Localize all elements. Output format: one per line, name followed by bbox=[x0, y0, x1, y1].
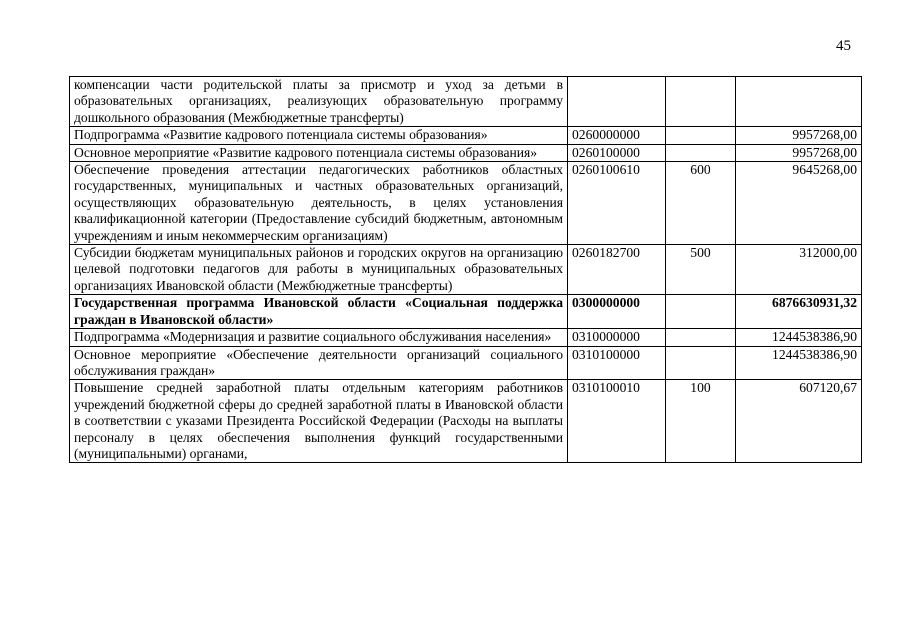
row-sum-cell bbox=[736, 77, 862, 127]
row-expense-type-cell bbox=[666, 144, 736, 161]
row-sum-cell: 1244538386,90 bbox=[736, 346, 862, 380]
row-name-cell: Обеспечение проведения аттестации педагогических работников областных государственных, муниципальных и частных образовательных организаций, осуществляющих образовательную деятельность, в целях установления квалификационной категории (Предоставление субсидий бюджетным, автономным учреждениям и иным некоммерческим организациям) bbox=[70, 162, 568, 245]
row-code-cell: 0310100010 bbox=[568, 380, 666, 463]
row-name-cell: Основное мероприятие «Обеспечение деятельности организаций социального обслуживания граждан» bbox=[70, 346, 568, 380]
row-expense-type-cell bbox=[666, 329, 736, 346]
table-row bbox=[70, 380, 862, 463]
page-number: 45 bbox=[836, 38, 851, 54]
row-expense-type-cell bbox=[666, 77, 736, 127]
table-row bbox=[70, 127, 862, 144]
row-expense-type-cell: 600 bbox=[666, 162, 736, 245]
table-row bbox=[70, 329, 862, 346]
row-code-cell: 0310000000 bbox=[568, 329, 666, 346]
row-code-cell: 0260100610 bbox=[568, 162, 666, 245]
row-code-cell: 0260100000 bbox=[568, 144, 666, 161]
row-expense-type-cell: 100 bbox=[666, 380, 736, 463]
budget-table-body bbox=[70, 77, 862, 463]
row-name-cell: Субсидии бюджетам муниципальных районов и городских округов на организацию целевой подготовки педагогов для работы в муниципальных образовательных организациях Ивановской области (Межбюджетные трансферты) bbox=[70, 245, 568, 295]
row-code-cell bbox=[568, 77, 666, 127]
row-name-cell: Основное мероприятие «Развитие кадрового потенциала системы образования» bbox=[70, 144, 568, 161]
table-row bbox=[70, 162, 862, 245]
row-name-cell: Государственная программа Ивановской области «Социальная поддержка граждан в Ивановской области» bbox=[70, 295, 568, 329]
table-row bbox=[70, 144, 862, 161]
row-sum-cell: 9957268,00 bbox=[736, 144, 862, 161]
budget-table bbox=[69, 76, 862, 463]
row-expense-type-cell bbox=[666, 346, 736, 380]
row-code-cell: 0300000000 bbox=[568, 295, 666, 329]
row-sum-cell: 9957268,00 bbox=[736, 127, 862, 144]
row-sum-cell: 9645268,00 bbox=[736, 162, 862, 245]
row-code-cell: 0260000000 bbox=[568, 127, 666, 144]
row-sum-cell: 1244538386,90 bbox=[736, 329, 862, 346]
row-code-cell: 0260182700 bbox=[568, 245, 666, 295]
row-name-cell: компенсации части родительской платы за присмотр и уход за детьми в образовательных организациях, реализующих образовательную программу дошкольного образования (Межбюджетные трансферты) bbox=[70, 77, 568, 127]
row-code-cell: 0310100000 bbox=[568, 346, 666, 380]
table-row bbox=[70, 77, 862, 127]
table-row bbox=[70, 245, 862, 295]
row-expense-type-cell: 500 bbox=[666, 245, 736, 295]
row-name-cell: Повышение средней заработной платы отдельным категориям работников учреждений бюджетной сферы до средней заработной платы в Ивановской области в соответствии с указами Президента Российской Федерации (Расходы на выплаты персоналу в целях обеспечения выполнения функций государственными (муниципальными) органами, bbox=[70, 380, 568, 463]
table-row bbox=[70, 295, 862, 329]
row-name-cell: Подпрограмма «Модернизация и развитие социального обслуживания населения» bbox=[70, 329, 568, 346]
row-name-cell: Подпрограмма «Развитие кадрового потенциала системы образования» bbox=[70, 127, 568, 144]
row-expense-type-cell bbox=[666, 295, 736, 329]
row-sum-cell: 607120,67 bbox=[736, 380, 862, 463]
table-row bbox=[70, 346, 862, 380]
row-sum-cell: 312000,00 bbox=[736, 245, 862, 295]
row-sum-cell: 6876630931,32 bbox=[736, 295, 862, 329]
row-expense-type-cell bbox=[666, 127, 736, 144]
